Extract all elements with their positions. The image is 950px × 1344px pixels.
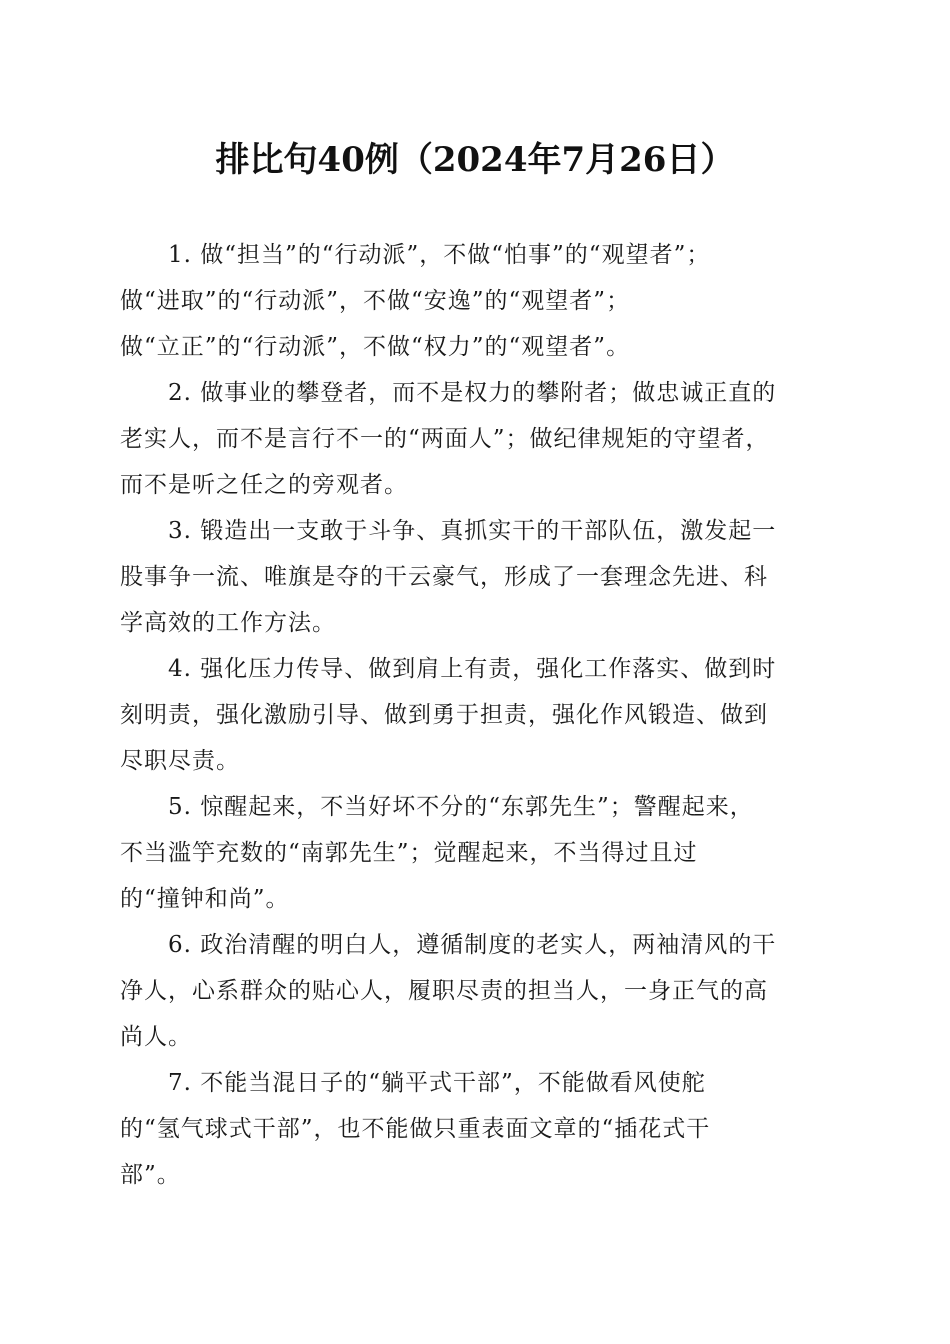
paragraph-3: [120, 508, 840, 646]
paragraph-line: 6. 政治清醒的明白人，遵循制度的老实人，两袖清风的干: [168, 932, 777, 958]
document-body: [120, 232, 840, 1198]
paragraph-line: 老实人，而不是言行不一的“两面人”；做纪律规矩的守望者，: [120, 426, 770, 452]
paragraph-line: 刻明责，强化激励引导、做到勇于担责，强化作风锻造、做到: [120, 702, 768, 728]
paragraph-5: [120, 784, 840, 922]
document-title: 排比句40例（2024年7月26日）: [215, 140, 735, 180]
paragraph-2: [120, 370, 840, 508]
paragraph-6: [120, 922, 840, 1060]
paragraph-line: 3. 锻造出一支敢于斗争、真抓实干的干部队伍，激发起一: [168, 518, 777, 544]
paragraph-line: 的“撞钟和尚”。: [120, 886, 290, 912]
paragraph-line: 2. 做事业的攀登者，而不是权力的攀附者；做忠诚正直的: [168, 380, 777, 406]
paragraph-line: 4. 强化压力传导、做到肩上有责，强化工作落实、做到时: [168, 656, 777, 682]
paragraph-line: 做“立正”的“行动派”，不做“权力”的“观望者”。: [120, 334, 631, 360]
paragraph-line: 尚人。: [120, 1024, 192, 1050]
paragraph-line: 净人，心系群众的贴心人，履职尽责的担当人，一身正气的高: [120, 978, 768, 1004]
paragraph-1: [120, 232, 840, 370]
paragraph-4: [120, 646, 840, 784]
paragraph-line: 1. 做“担当”的“行动派”，不做“怕事”的“观望者”；: [168, 242, 711, 268]
paragraph-line: 尽职尽责。: [120, 748, 240, 774]
paragraph-line: 的“氢气球式干部”，也不能做只重表面文章的“插花式干: [120, 1116, 711, 1142]
paragraph-7: [120, 1060, 840, 1198]
paragraph-line: 5. 惊醒起来，不当好坏不分的“东郭先生”；警醒起来，: [168, 794, 754, 820]
paragraph-line: 股事争一流、唯旗是夺的干云豪气，形成了一套理念先进、科: [120, 564, 768, 590]
paragraph-line: 部”。: [120, 1162, 181, 1188]
paragraph-line: 不当滥竽充数的“南郭先生”；觉醒起来，不当得过且过: [120, 840, 698, 866]
paragraph-line: 学高效的工作方法。: [120, 610, 336, 636]
paragraph-line: 而不是听之任之的旁观者。: [120, 472, 408, 498]
paragraph-line: 7. 不能当混日子的“躺平式干部”，不能做看风使舵: [168, 1070, 706, 1096]
paragraph-line: 做“进取”的“行动派”，不做“安逸”的“观望者”；: [120, 288, 631, 314]
